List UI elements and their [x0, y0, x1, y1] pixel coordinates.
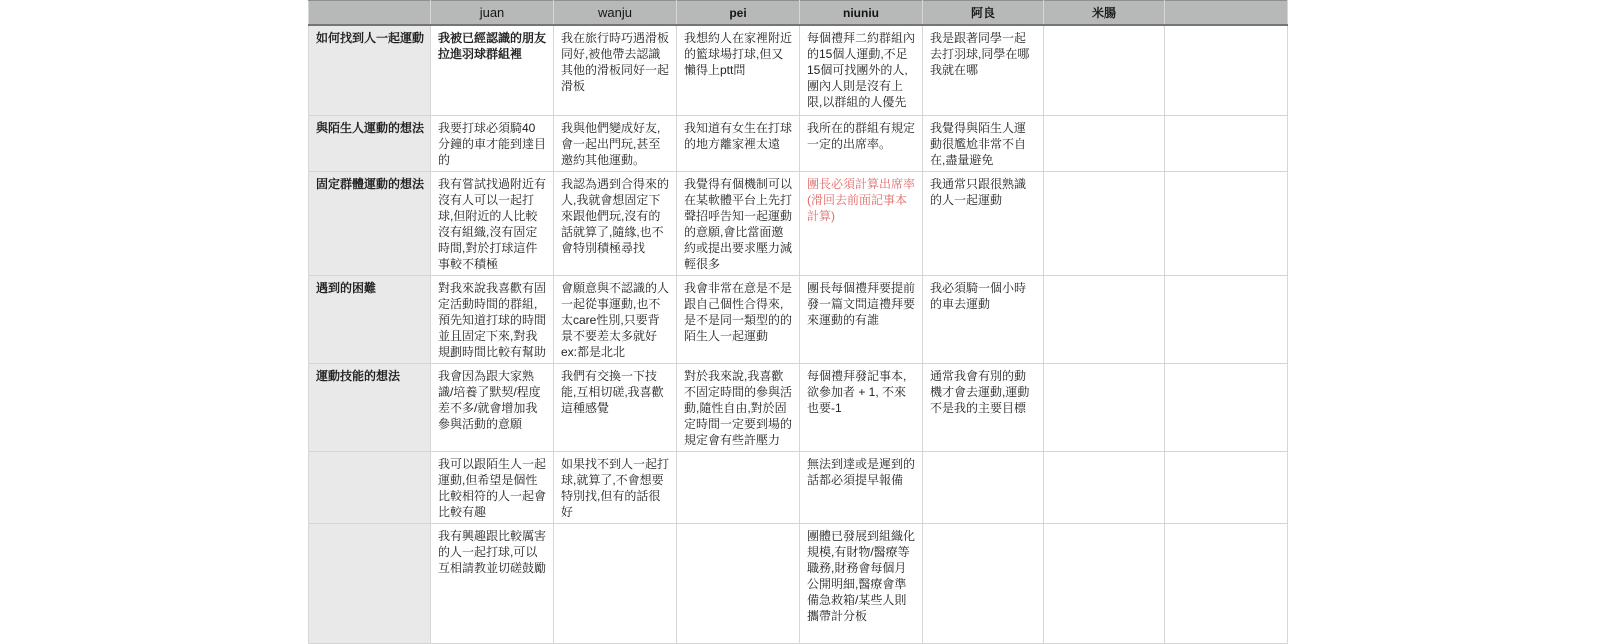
- cell-wanju-row0[interactable]: [554, 25, 677, 115]
- table-row: [309, 451, 1288, 523]
- cell-wanju-row4[interactable]: [554, 363, 677, 451]
- cell-wanju-row6[interactable]: [554, 523, 677, 643]
- cell-text: 我覺得有個機制可以在某軟體平台上先打聲招呼告知一起運動的意願,會比當面邀約或提出要求壓力減輕很多: [684, 176, 793, 271]
- cell-mi-chang-row0[interactable]: [1044, 25, 1165, 115]
- cell-mi-chang-row4[interactable]: [1044, 363, 1165, 451]
- cell-text: 如果找不到人一起打球,就算了,不會想要特別找,但有的話很好: [561, 456, 670, 519]
- cell-niuniu-row4[interactable]: [800, 363, 923, 451]
- cell-a-liang-row1[interactable]: [923, 115, 1044, 171]
- cell-text: 我會非常在意是不是跟自己個性合得來,是不是同一類型的的陌生人一起運動: [684, 280, 793, 343]
- column-header-a-liang[interactable]: 阿良: [923, 1, 1044, 26]
- cell-text: 我有嘗試找過附近有沒有人可以一起打球,但附近的人比較沒有組織,沒有固定時間,對於打球這件事較不積極: [438, 176, 547, 271]
- cell-pei-row2[interactable]: [677, 171, 800, 275]
- table-body: [309, 25, 1288, 643]
- column-header-niuniu[interactable]: niuniu: [800, 1, 923, 26]
- row-label-2[interactable]: 固定群體運動的想法: [309, 171, 431, 275]
- cell-extra-row3[interactable]: [1165, 275, 1288, 363]
- table-row: [309, 523, 1288, 643]
- cell-juan-row0[interactable]: [431, 25, 554, 115]
- column-header-extra[interactable]: [1165, 1, 1288, 26]
- cell-juan-row6[interactable]: [431, 523, 554, 643]
- cell-text: 我想約人在家裡附近的籃球場打球,但又懶得上ptt問: [684, 31, 793, 77]
- cell-text: 我所在的群組有規定一定的出席率。: [807, 120, 916, 151]
- cell-extra-row1[interactable]: [1165, 115, 1288, 171]
- cell-wanju-row1[interactable]: [554, 115, 677, 171]
- cell-text: 無法到達或是遲到的話都必須提早報備: [807, 456, 916, 487]
- cell-mi-chang-row6[interactable]: [1044, 523, 1165, 643]
- cell-extra-row2[interactable]: [1165, 171, 1288, 275]
- cell-text: 我會因為跟大家熟識/培養了默契/程度差不多/就會增加我參與活動的意願: [438, 368, 541, 431]
- cell-niuniu-row2[interactable]: [800, 171, 923, 275]
- cell-text: 我有興趣跟比較厲害的人一起打球,可以互相請教並切磋鼓勵: [438, 528, 547, 575]
- row-label-1[interactable]: 與陌生人運動的想法: [309, 115, 431, 171]
- cell-text: 我在旅行時巧遇滑板同好,被他帶去認識其他的滑板同好一起滑板: [561, 31, 670, 93]
- cell-a-liang-row2[interactable]: [923, 171, 1044, 275]
- cell-niuniu-row5[interactable]: [800, 451, 923, 523]
- cell-niuniu-row6[interactable]: [800, 523, 923, 643]
- cell-juan-row1[interactable]: [431, 115, 554, 171]
- cell-a-liang-row6[interactable]: [923, 523, 1044, 643]
- cell-text: 對於我來說,我喜歡不固定時間的參與活動,隨性自由,對於固定時間一定要到場的規定會有些許壓力: [684, 368, 793, 447]
- cell-juan-row3[interactable]: [431, 275, 554, 363]
- cell-pei-row5[interactable]: [677, 451, 800, 523]
- cell-text: 對我來說我喜歡有固定活動時間的群組,預先知道打球的時間並且固定下來,對我規劃時間比較有幫助: [438, 280, 547, 359]
- cell-text: 我要打球必須騎40分鐘的車才能到達目的: [438, 120, 547, 167]
- cell-text: 團長必須計算出席率(滑回去前面記事本計算): [807, 176, 916, 223]
- cell-niuniu-row3[interactable]: [800, 275, 923, 363]
- cell-pei-row4[interactable]: [677, 363, 800, 451]
- cell-a-liang-row3[interactable]: [923, 275, 1044, 363]
- cell-juan-row5[interactable]: [431, 451, 554, 523]
- cell-text: 團長每個禮拜要提前發一篇文問這禮拜要來運動的有誰: [807, 280, 916, 327]
- cell-extra-row4[interactable]: [1165, 363, 1288, 451]
- cell-pei-row6[interactable]: [677, 523, 800, 643]
- cell-mi-chang-row1[interactable]: [1044, 115, 1165, 171]
- cell-text: 我必須騎一個小時的車去運動: [930, 280, 1027, 311]
- cell-text: 我是跟著同學一起去打羽球,同學在哪我就在哪: [930, 31, 1030, 77]
- table-row: [309, 115, 1288, 171]
- column-header-pei[interactable]: pei: [677, 1, 800, 26]
- column-header-juan[interactable]: juan: [431, 1, 554, 26]
- column-header-blank[interactable]: [309, 1, 431, 26]
- cell-text: 我們有交換一下技能,互相切磋,我喜歡這種感覺: [561, 368, 664, 415]
- cell-text: 我覺得與陌生人運動很尷尬非常不自在,盡量避免: [930, 120, 1027, 167]
- row-label-5[interactable]: [309, 451, 431, 523]
- cell-text: 我認為遇到合得來的人,我就會想固定下來跟他們玩,沒有的話就算了,隨緣,也不會特別積極尋找: [561, 176, 670, 255]
- cell-text: 我知道有女生在打球的地方離家裡太遠: [684, 120, 793, 151]
- table-header-row: [309, 1, 1288, 26]
- cell-text: 我可以跟陌生人一起運動,但希望是個性比較相符的人一起會比較有趣: [438, 456, 547, 519]
- cell-juan-row4[interactable]: [431, 363, 554, 451]
- cell-mi-chang-row2[interactable]: [1044, 171, 1165, 275]
- cell-a-liang-row4[interactable]: [923, 363, 1044, 451]
- row-label-0[interactable]: 如何找到人一起運動: [309, 25, 431, 115]
- cell-text: 每個禮拜發記事本,欲參加者 + 1, 不來也要-1: [807, 368, 907, 415]
- cell-pei-row3[interactable]: [677, 275, 800, 363]
- table-row: [309, 25, 1288, 115]
- column-header-mi-chang[interactable]: 米腸: [1044, 1, 1165, 26]
- table-row: [309, 363, 1288, 451]
- cell-text: 團體已發展到組織化規模,有財物/醫療等職務,財務會每個月公開明細,醫療會準備急救箱/某些人則攜帶計分板: [807, 528, 916, 623]
- header-row: [309, 1, 1288, 26]
- cell-extra-row6[interactable]: [1165, 523, 1288, 643]
- cell-text: 通常我會有別的動機才會去運動,運動不是我的主要目標: [930, 368, 1030, 415]
- cell-text: 我通常只跟很熟識的人一起運動: [930, 176, 1027, 207]
- cell-text: 每個禮拜二約群組內的15個人運動,不足15個可找團外的人,團內人則是沒有上限,以群組的人優先: [807, 31, 916, 109]
- cell-pei-row1[interactable]: [677, 115, 800, 171]
- cell-wanju-row2[interactable]: [554, 171, 677, 275]
- row-label-4[interactable]: 運動技能的想法: [309, 363, 431, 451]
- cell-wanju-row5[interactable]: [554, 451, 677, 523]
- cell-mi-chang-row3[interactable]: [1044, 275, 1165, 363]
- cell-a-liang-row5[interactable]: [923, 451, 1044, 523]
- cell-juan-row2[interactable]: [431, 171, 554, 275]
- table-row: [309, 275, 1288, 363]
- cell-wanju-row3[interactable]: [554, 275, 677, 363]
- cell-niuniu-row1[interactable]: [800, 115, 923, 171]
- cell-extra-row5[interactable]: [1165, 451, 1288, 523]
- cell-niuniu-row0[interactable]: [800, 25, 923, 115]
- user-research-table: [308, 0, 1288, 644]
- table-row: [309, 171, 1288, 275]
- cell-text: 我被已經認識的朋友拉進羽球群組裡: [438, 31, 547, 61]
- cell-mi-chang-row5[interactable]: [1044, 451, 1165, 523]
- cell-text: 會願意與不認識的人一起從事運動,也不太care性別,只要背景不要差太多就好ex:都是北北: [561, 280, 670, 359]
- cell-a-liang-row0[interactable]: [923, 25, 1044, 115]
- cell-extra-row0[interactable]: [1165, 25, 1288, 115]
- cell-text: 我與他們變成好友,會一起出門玩,甚至邀約其他運動。: [561, 120, 661, 167]
- cell-pei-row0[interactable]: [677, 25, 800, 115]
- row-label-3[interactable]: 遇到的困難: [309, 275, 431, 363]
- column-header-wanju[interactable]: wanju: [554, 1, 677, 26]
- row-label-6[interactable]: [309, 523, 431, 643]
